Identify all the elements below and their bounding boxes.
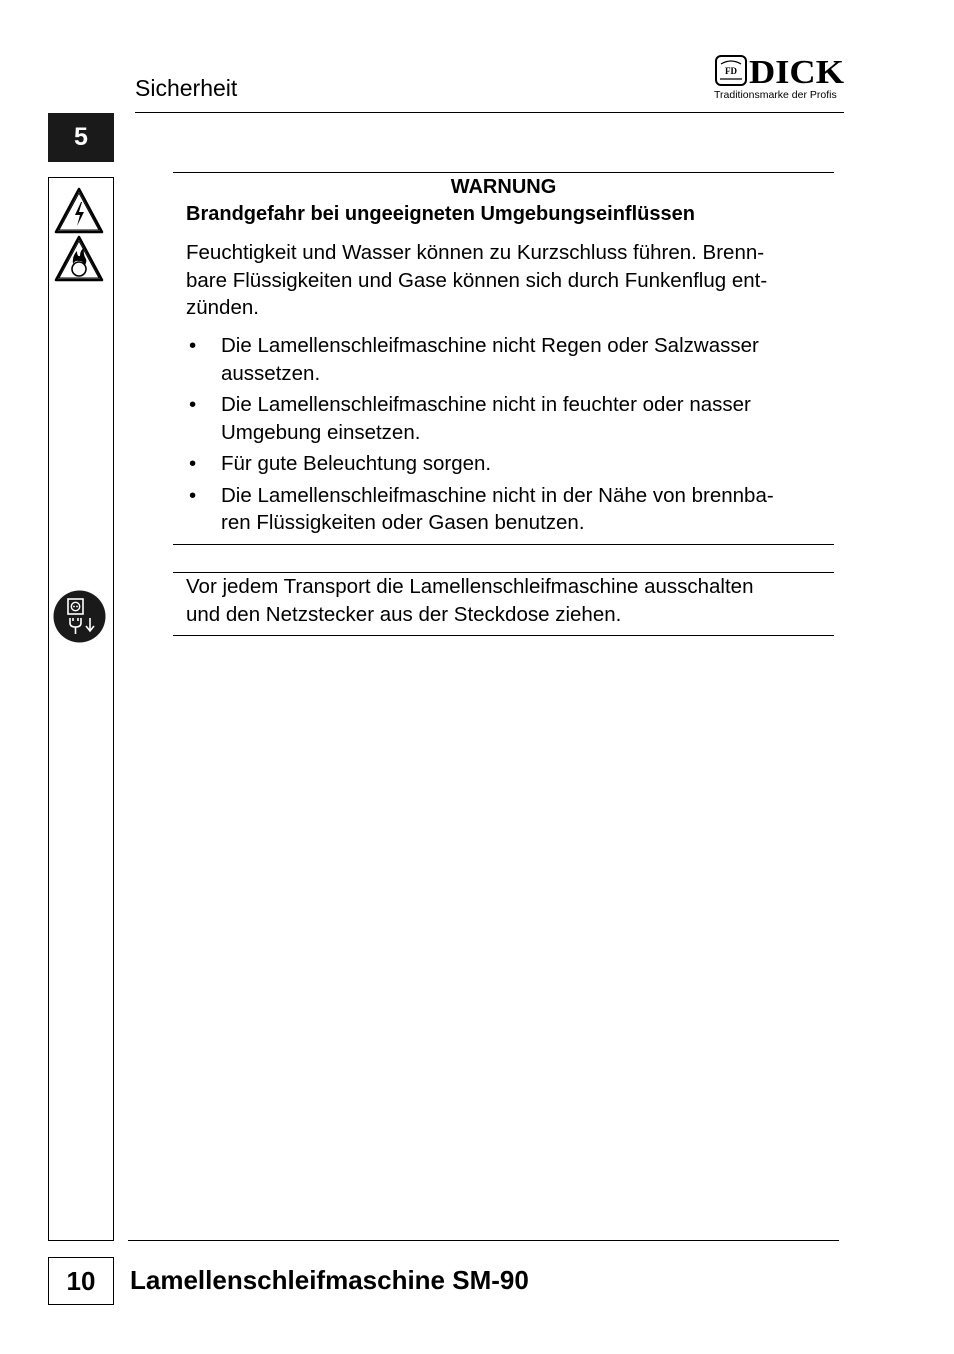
bullet-text-line: Die Lamellenschleifmaschine nicht in der Nähe von brennba- [221,483,774,507]
warning-heading: WARNUNG [450,176,557,198]
margin-column [48,177,114,1241]
bullet-text-line: ren Flüssigkeiten oder Gasen benutzen. [221,511,585,534]
warning-bottom-rule [173,544,834,545]
list-item [186,391,836,446]
bullet-text-line: Die Lamellenschleifmaschine nicht Regen oder Salzwasser [221,334,759,357]
warning-top-rule [173,172,834,173]
note-text-line: Vor jedem Transport die Lamellenschleifmaschine ausschalten [186,575,754,598]
header-divider [135,112,844,113]
warning-description [186,239,836,322]
logo-badge-text: FD [725,66,737,76]
footer-divider [128,1240,839,1241]
page-number: 10 [48,1257,114,1305]
bullet-symbol: • [189,483,197,507]
electric-hazard-icon [53,186,105,236]
logo-tagline: Traditionsmarke der Profis [714,89,837,101]
transport-note [186,573,836,628]
bullet-symbol: • [189,334,197,357]
unplug-power-icon [53,590,106,643]
bullet-text-line: Die Lamellenschleifmaschine nicht in feuchter oder nasser [221,393,751,416]
chapter-tab: 5 [48,113,114,162]
logo-brand-name: DICK [749,54,845,91]
bullet-symbol: • [189,452,197,475]
fire-hazard-icon [53,234,105,284]
note-text-line: und den Netzstecker aus der Steckdose ziehen. [186,602,622,626]
list-item [186,332,836,387]
note-bottom-rule [173,635,834,636]
warning-text-line: bare Flüssigkeiten und Gase können sich durch Funkenflug ent- [186,268,768,292]
warning-subheading: Brandgefahr bei ungeeigneten Umgebungseinflüssen [186,203,695,225]
list-item [186,482,836,537]
warning-bullet-list [186,332,836,541]
list-item [186,450,836,478]
bullet-text-line: Für gute Beleuchtung sorgen. [221,452,492,475]
footer-product-title: Lamellenschleifmaschine SM-90 [130,1265,529,1295]
warning-text-line: Feuchtigkeit und Wasser können zu Kurzschluss führen. Brenn- [186,241,765,264]
warning-text-line: zünden. [186,296,259,319]
bullet-symbol: • [189,393,197,416]
bullet-text-line: Umgebung einsetzen. [221,420,421,444]
section-title: Sicherheit [135,75,238,101]
bullet-text-line: aussetzen. [221,361,321,385]
